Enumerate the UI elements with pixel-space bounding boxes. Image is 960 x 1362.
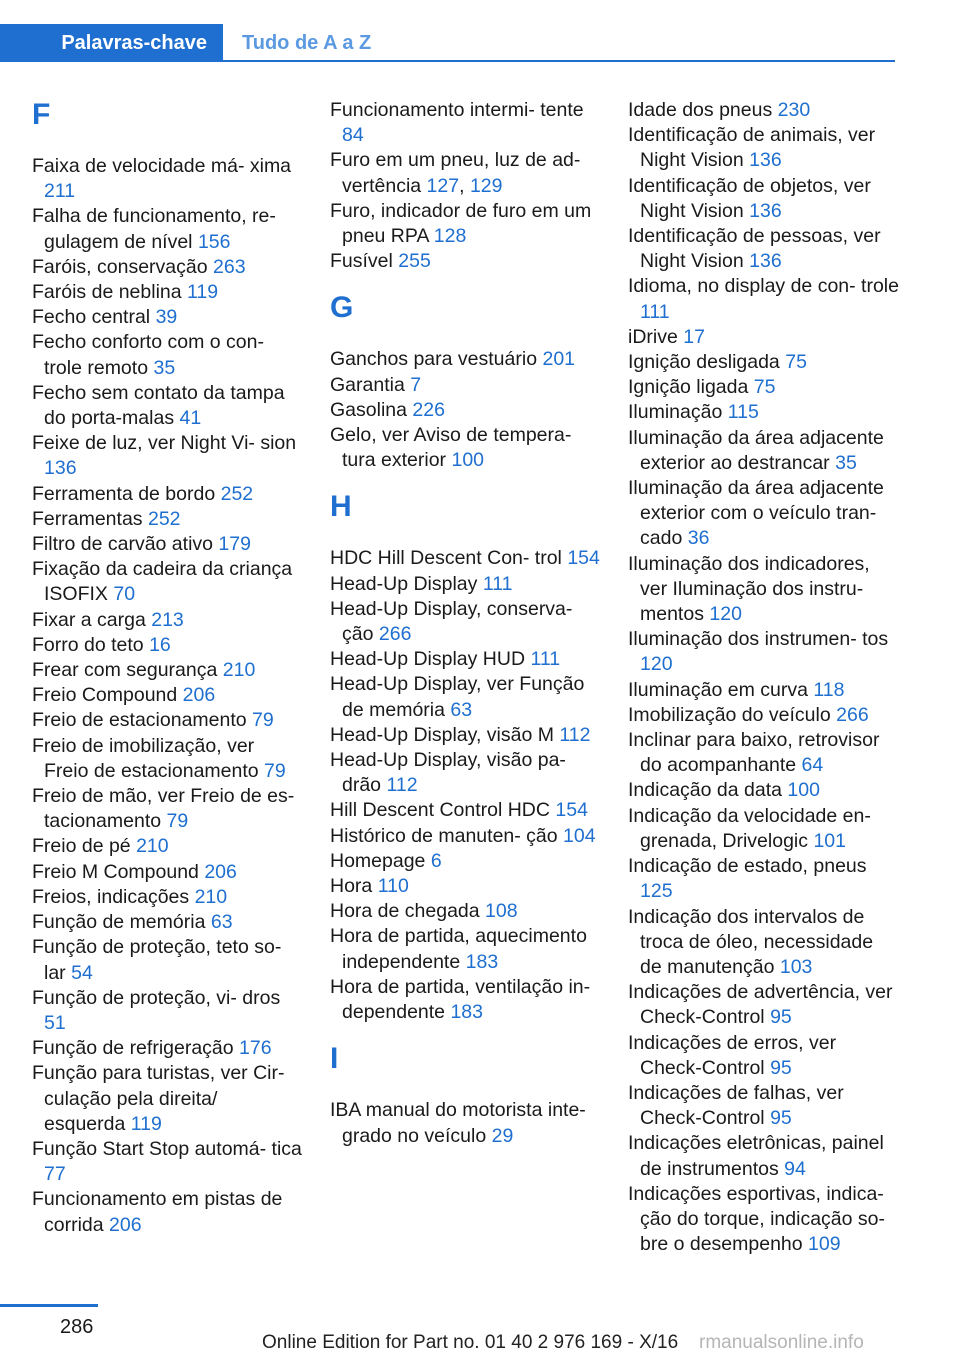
index-entry	[32, 255, 302, 280]
index-entry-text: Furo, indicador de furo em um pneu RPA	[330, 199, 592, 248]
page-link[interactable]: 95	[770, 1006, 792, 1029]
index-entry-text: Freio Compound	[32, 684, 178, 707]
index-entry-text: Função para turistas, ver Cir- culação pela direita/ esquerda	[32, 1062, 285, 1135]
index-entry	[330, 1098, 606, 1148]
index-entry	[330, 874, 606, 899]
index-entry	[330, 398, 606, 423]
index-entry-text: Feixe de luz, ver Night Vi- sion	[32, 432, 297, 455]
page-link[interactable]: 79	[252, 709, 274, 732]
page-link[interactable]: 120	[709, 603, 742, 626]
index-entry	[330, 899, 606, 924]
tab-palavras-chave[interactable]: Palavras-chave	[0, 24, 223, 62]
index-entry-text: Fecho central	[32, 306, 151, 329]
page-link[interactable]: 120	[640, 653, 673, 676]
page-link[interactable]: 136	[44, 457, 77, 480]
index-entry	[32, 557, 302, 607]
index-entry-text: Fusível	[330, 250, 393, 273]
tab-tudo-de-a-a-z[interactable]: Tudo de A a Z	[242, 31, 372, 54]
index-entry	[628, 400, 900, 425]
index-entry-text: Gasolina	[330, 398, 407, 421]
page-link[interactable]: 266	[378, 623, 412, 646]
index-entry	[32, 885, 302, 910]
index-column-1	[32, 98, 302, 1238]
index-entry	[628, 174, 900, 224]
index-entry	[330, 748, 606, 798]
page-link[interactable]: 70	[113, 583, 136, 606]
index-entry	[628, 1081, 900, 1131]
page-link[interactable]: 136	[749, 149, 782, 172]
page-link[interactable]: 112	[559, 723, 591, 746]
index-entry-text: iDrive	[628, 325, 678, 348]
index-entry	[32, 734, 302, 784]
index-entry	[330, 672, 606, 722]
page-link[interactable]: 39	[155, 306, 178, 329]
index-entry	[330, 373, 606, 398]
page-link[interactable]: 201	[542, 348, 576, 371]
index-column-3	[628, 98, 900, 1257]
index-entry-text: Hora de partida, aquecimento independente	[330, 925, 587, 973]
page-link[interactable]: 109	[808, 1233, 841, 1256]
index-entry-text: Função Start Stop automá- tica	[32, 1137, 302, 1160]
index-entry	[32, 330, 302, 380]
index-entry	[628, 678, 900, 703]
index-entry	[628, 224, 900, 274]
index-entry	[628, 426, 900, 476]
page-link[interactable]: 252	[147, 507, 181, 530]
index-entry-text: Função de proteção, teto so- lar	[32, 936, 282, 984]
index-entry-text: Indicação dos intervalos de troca de óleo, necessidade de manutenção	[628, 905, 874, 978]
page-header	[0, 24, 895, 62]
page-link[interactable]: 136	[749, 199, 782, 222]
index-entry-text: Garantia	[330, 373, 405, 396]
page-link[interactable]: 35	[835, 451, 857, 474]
index-entry-text: Funcionamento em pistas de corrida	[32, 1188, 283, 1236]
index-entry	[628, 804, 900, 854]
index-letter-h: H	[330, 490, 352, 524]
index-entry-text: Head-Up Display, ver Função de memória	[330, 673, 585, 721]
index-entry	[628, 980, 900, 1030]
index-entry	[32, 1036, 302, 1061]
index-entry	[330, 98, 606, 148]
page-link[interactable]: 95	[770, 1056, 792, 1079]
index-entry-text: Indicações eletrônicas, painel de instrumentos	[628, 1132, 884, 1180]
page-link[interactable]: 183	[450, 1001, 483, 1024]
page-link[interactable]: 84	[342, 124, 364, 147]
index-entry-text: Freio de imobilização, ver Freio de estacionamento	[32, 734, 259, 782]
page-link[interactable]: 211	[44, 180, 76, 203]
page-link[interactable]: 64	[801, 754, 824, 777]
index-entry-text: Hill Descent Control HDC	[330, 799, 550, 822]
index-entry	[32, 1187, 302, 1237]
index-entry-text: Ignição ligada	[628, 376, 749, 399]
index-entry-text: Iluminação da área adjacente exterior ao destrancar	[628, 426, 884, 474]
index-entry	[330, 572, 606, 597]
index-entry	[32, 708, 302, 733]
page-link[interactable]: 103	[779, 955, 813, 978]
page-link[interactable]: 125	[640, 880, 673, 903]
page-link[interactable]: 266	[836, 703, 869, 726]
page-link[interactable]: 206	[182, 684, 216, 707]
index-entry-text: Iluminação em curva	[628, 678, 808, 701]
page-link[interactable]: 111	[482, 572, 513, 595]
index-entry-text: Filtro de carvão ativo	[32, 533, 213, 556]
index-entry-text: Head-Up Display, conserva- ção	[330, 597, 573, 646]
index-entry-text: Frear com segurança	[32, 659, 218, 682]
index-entry	[32, 608, 302, 633]
index-entry-text: Hora de chegada	[330, 900, 480, 923]
page-link[interactable]: 35	[153, 356, 176, 379]
index-entry-text: Iluminação dos indicadores, ver Iluminação dos instru- mentos	[628, 552, 870, 626]
page-link[interactable]: 119	[130, 1112, 162, 1135]
page-link[interactable]: 210	[136, 835, 169, 858]
index-entry	[32, 280, 302, 305]
index-entry	[628, 728, 900, 778]
page-link[interactable]: 136	[749, 250, 782, 273]
page-link[interactable]: 263	[213, 255, 246, 278]
page-link[interactable]: 6	[430, 849, 442, 872]
page-link[interactable]: 230	[777, 99, 811, 121]
index-entry-text: Ignição desligada	[628, 351, 780, 374]
index-entry	[330, 249, 606, 274]
index-entry	[330, 199, 606, 249]
page-link[interactable]: 154	[567, 547, 600, 570]
index-entry-text: Faróis, conservação	[32, 255, 208, 278]
page-link[interactable]: 226	[412, 398, 445, 421]
page-link[interactable]: 100	[787, 779, 820, 802]
index-entry	[330, 849, 606, 874]
index-entry-text: Forro do teto	[32, 633, 144, 656]
index-entry-text: Ferramentas	[32, 507, 143, 530]
index-entry-text: Inclinar para baixo, retrovisor do acompanhante	[628, 729, 880, 777]
index-entry-text: Idade dos pneus	[628, 99, 773, 121]
page-link[interactable]: 111	[530, 648, 561, 671]
page-link[interactable]: 206	[109, 1213, 142, 1236]
index-entry	[32, 910, 302, 935]
index-entry-text: Furo em um pneu, luz de ad- vertência	[330, 149, 581, 197]
page-link[interactable]: 127	[426, 174, 460, 197]
index-entry	[32, 532, 302, 557]
index-entry	[32, 1137, 302, 1187]
index-entry-text: Head-Up Display HUD	[330, 648, 526, 671]
index-entry	[628, 905, 900, 981]
index-entry	[32, 1061, 302, 1137]
index-entry-text: Função de memória	[32, 911, 206, 934]
index-entry	[628, 1182, 900, 1258]
edition-note: Online Edition for Part no. 01 40 2 976 169 - X/16	[262, 1332, 679, 1353]
index-entry	[628, 854, 900, 904]
index-entry	[628, 627, 900, 677]
page-link[interactable]: 179	[218, 533, 251, 556]
index-entry-text: Histórico de manuten- ção	[330, 824, 558, 847]
index-entry	[32, 154, 302, 204]
index-entry-text: Função de refrigeração	[32, 1037, 234, 1060]
index-entry	[628, 1031, 900, 1081]
index-entry-text: Indicações de falhas, ver Check-Control	[628, 1081, 844, 1130]
index-entry	[628, 703, 900, 728]
index-entry	[32, 658, 302, 683]
index-entry-text: Freio de mão, ver Freio de es- tacionamento	[32, 785, 295, 833]
index-entry-text: Identificação de objetos, ver Night Vision	[628, 174, 871, 222]
page-link[interactable]: 17	[683, 325, 705, 348]
index-entry-text: Gelo, ver Aviso de tempera- tura exterior	[330, 424, 572, 472]
index-entry	[628, 552, 900, 628]
footer-rule	[0, 1304, 98, 1307]
index-entry-text: Freio de pé	[32, 835, 131, 858]
index-entry	[330, 647, 606, 672]
page-link[interactable]: 176	[239, 1037, 272, 1060]
page-link[interactable]: 252	[220, 482, 254, 505]
index-entry	[628, 476, 900, 552]
page-link[interactable]: 75	[753, 376, 776, 399]
index-letter-i: I	[330, 1042, 339, 1076]
index-entry	[628, 778, 900, 803]
header-rule	[0, 60, 895, 62]
index-entry-text: Ganchos para vestuário	[330, 348, 538, 371]
index-entry	[628, 123, 900, 173]
index-entry	[32, 683, 302, 708]
index-entry-text: Função de proteção, vi- dros	[32, 986, 281, 1009]
page-link[interactable]: 63	[450, 698, 473, 721]
index-entry	[32, 860, 302, 885]
index-entry-text: Idioma, no display de con- trole	[628, 275, 899, 298]
page-link[interactable]: 51	[44, 1011, 66, 1034]
index-entry	[32, 633, 302, 658]
index-entry	[330, 798, 606, 823]
page-link[interactable]: 63	[210, 911, 233, 934]
index-entry	[32, 784, 302, 834]
page-number: 286	[60, 1316, 94, 1338]
index-entry	[330, 924, 606, 974]
page-link[interactable]: 100	[451, 449, 485, 472]
index-entry	[32, 204, 302, 254]
index-entry-text: Indicações esportivas, indica- ção do torque, indicação so- bre o desempenho	[628, 1182, 885, 1256]
page-link[interactable]: 104	[563, 824, 596, 847]
index-entry-text: HDC Hill Descent Con- trol	[330, 547, 562, 570]
page-link[interactable]: 79	[166, 810, 189, 833]
page-link[interactable]: 29	[491, 1124, 514, 1147]
index-entry: Furo em um pneu, luz de ad- vertência 127, 129	[330, 149, 581, 197]
index-entry-text: Identificação de pessoas, ver Night Vision	[628, 225, 881, 273]
index-entry-text: Head-Up Display, visão M	[330, 723, 554, 746]
index-entry	[330, 597, 606, 647]
page-link[interactable]: 119	[187, 281, 219, 304]
page-link[interactable]: 101	[813, 829, 846, 852]
page-link[interactable]: 7	[410, 373, 422, 396]
index-entry	[330, 423, 606, 473]
index-entry-text: Identificação de animais, ver Night Vision	[628, 124, 876, 172]
page-link[interactable]: 115	[727, 401, 759, 424]
page-link[interactable]: 255	[398, 250, 431, 273]
page-link[interactable]: 16	[149, 633, 171, 656]
index-entry-text: Indicações de erros, ver Check-Control	[628, 1031, 837, 1079]
index-entry-text: Indicação da velocidade en- grenada, Drivelogic	[628, 804, 871, 852]
index-entry-text: Indicações de advertência, ver Check-Control	[628, 981, 893, 1029]
index-entry	[32, 986, 302, 1036]
page-link[interactable]: 94	[784, 1157, 806, 1180]
page-link[interactable]: 210	[194, 885, 228, 908]
index-entry-text: Imobilização do veículo	[628, 703, 831, 726]
page-link[interactable]: 75	[785, 351, 807, 374]
index-entry-text: Faixa de velocidade má- xima	[32, 155, 292, 177]
index-entry	[32, 935, 302, 985]
index-entry	[32, 305, 302, 330]
index-entry-text: Fixar a carga	[32, 608, 146, 631]
page-link[interactable]: 110	[377, 875, 409, 898]
page-link[interactable]: 156	[197, 230, 231, 253]
index-entry	[330, 546, 606, 571]
index-entry-text: Funcionamento intermi- tente	[330, 99, 584, 121]
page-link[interactable]: 118	[813, 678, 845, 701]
index-entry-text: Fixação da cadeira da criança ISOFIX	[32, 558, 293, 606]
page-link[interactable]: 129	[469, 174, 503, 197]
watermark: rmanualsonline.info	[699, 1332, 864, 1353]
index-entry-text: Head-Up Display, visão pa- drão	[330, 749, 566, 797]
index-entry-text: Ferramenta de bordo	[32, 482, 216, 505]
index-entry-text: Fecho conforto com o con- trole remoto	[32, 331, 264, 379]
index-letter-g: G	[330, 291, 354, 325]
index-entry-text: Head-Up Display	[330, 572, 478, 595]
page-link[interactable]: 108	[485, 900, 518, 923]
page-link[interactable]: 206	[204, 860, 237, 883]
page-link[interactable]: 213	[151, 608, 184, 631]
index-entry	[628, 1131, 900, 1181]
page-link[interactable]: 54	[71, 961, 93, 984]
index-entry	[628, 350, 900, 375]
index-entry-text: Faróis de neblina	[32, 281, 182, 304]
page-link[interactable]: 95	[770, 1107, 792, 1130]
index-entry	[330, 975, 606, 1025]
index-entry	[32, 381, 302, 431]
index-entry-text: Falha de funcionamento, re- gulagem de nível	[32, 205, 276, 253]
page-link[interactable]: 154	[555, 799, 588, 822]
index-letter-f: F	[32, 98, 51, 131]
page-link[interactable]: 210	[222, 659, 256, 682]
index-entry-text: Hora de partida, ventilação in- dependente	[330, 975, 591, 1024]
page-link[interactable]: 79	[264, 759, 286, 782]
index-entry-text: Freios, indicações	[32, 885, 190, 908]
index-entry	[628, 325, 900, 350]
index-entry-text: Freio M Compound	[32, 860, 199, 883]
index-entry	[628, 375, 900, 400]
index-entry	[32, 834, 302, 859]
index-entry	[330, 824, 606, 849]
index-entry-text: Hora	[330, 875, 373, 898]
index-entry	[32, 431, 302, 481]
index-entry	[32, 507, 302, 532]
index-entry-text: Fecho sem contato da tampa do porta-malas	[32, 381, 285, 430]
index-entry-text: Indicação da data	[628, 779, 782, 802]
page-link[interactable]: 77	[44, 1163, 66, 1186]
page-link[interactable]: 41	[179, 407, 202, 430]
index-entry-text: Iluminação	[628, 401, 723, 424]
index-entry-text: Iluminação dos instrumen- tos	[628, 628, 889, 651]
page-link[interactable]: 36	[687, 527, 710, 550]
page-link[interactable]: 183	[465, 950, 499, 973]
index-entry	[330, 723, 606, 748]
index-entry-text: Freio de estacionamento	[32, 709, 247, 732]
index-entry	[330, 347, 606, 372]
index-entry	[628, 98, 900, 123]
index-entry-text: Indicação de estado, pneus	[628, 855, 867, 878]
index-entry-text: Iluminação da área adjacente exterior com o veículo tran- cado	[628, 477, 884, 550]
page-link[interactable]: 111	[640, 300, 670, 323]
page-link[interactable]: 112	[386, 774, 418, 797]
index-column-2	[330, 98, 606, 1149]
index-entry-text: Homepage	[330, 849, 426, 872]
page-link[interactable]: 128	[433, 225, 467, 248]
index-entry-text: IBA manual do motorista inte- grado no veículo	[330, 1099, 586, 1147]
index-entry	[628, 274, 900, 324]
index-entry	[32, 482, 302, 507]
